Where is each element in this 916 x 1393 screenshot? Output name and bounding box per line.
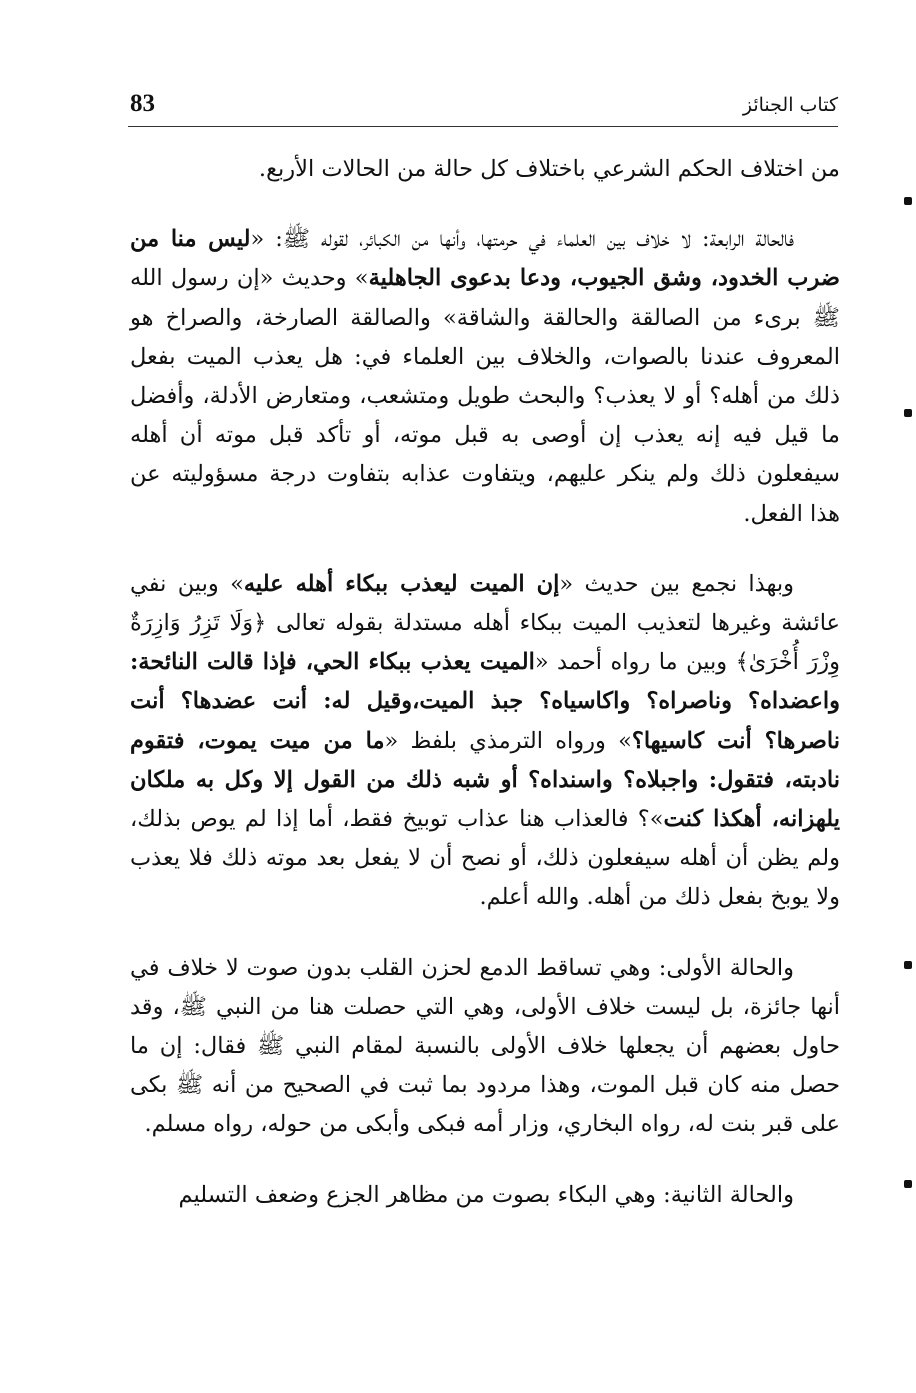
margin-mark [904, 1180, 912, 1188]
paragraph-2 [130, 220, 840, 534]
body-text [130, 150, 840, 1215]
text-segment: »؟ فالعذاب هنا عذاب توبيخ فقط، أما إذا لم يوص بذلك، ولم يظن أن أهله سيفعلون ذلك، أو نصح أن لا يفعل بعد موته ذلك فلا يعذب ولا يوبخ بفعل ذلك من أهله. والله أعلم. [130, 806, 840, 911]
paragraph-1 [130, 150, 840, 189]
text-segment: وبهذا نجمع بين حديث « [559, 570, 794, 597]
hadith-quote: ما من ميت يموت، فتقوم نادبته، فتقول: واجبلاه؟ واسنداه؟ أو شبه ذلك من القول إلا وكل به ملكان يلهزانه، أهكذا كنت [130, 727, 840, 833]
paragraph-gap [130, 918, 840, 949]
text-segment: والحالة الأولى: وهي تساقط الدمع لحزن القلب بدون صوت لا خلاف في أنها جائزة، بل ليست خلاف الأولى، وهي التي حصلت هنا من النبي ﷺ، وقد حاول بعضهم أن يجعلها خلاف الأولى بالنسبة لمقام النبي ﷺ فقال: إن ما حصل منه كان قبل الموت، وهذا مردود بما ثبت في الصحيح من أنه ﷺ بكى على قبر بنت له، رواه البخاري، وزار أمه فبكى وأبكى من حوله، رواه مسلم. [130, 954, 840, 1138]
hadith-quote: إن الميت ليعذب ببكاء أهله عليه [243, 570, 560, 597]
paragraph-5 [130, 1176, 840, 1215]
paragraph-gap [130, 1145, 840, 1176]
margin-mark [904, 409, 912, 417]
text-segment: » وحديث «إن رسول الله ﷺ برىء من الصالقة والحالقة والشاقة» والصالقة الصارخة، والصراخ هو المعروف عندنا بالصوات، والخلاف بين العلماء في: هل يعذب الميت بفعل ذلك من أهله؟ أو لا يعذب؟ والبحث طويل ومتشعب، ومتعارض الأدلة، وأفضل ما قيل فيه إنه يعذب إن أوصى به قبل موته، أو تأكد قبل موته أن أهله سيفعلون ذلك ولم ينكر عليهم، ويتفاوت عذابه بتفاوت درجة مسؤوليته عن هذا الفعل. [130, 265, 840, 527]
page-number: 83 [130, 90, 155, 117]
running-head: كتاب الجنائز [742, 94, 838, 116]
paragraph-3 [130, 565, 840, 918]
hadith-quote: ليس منا من ضرب الخدود، وشق الجيوب، ودعا بدعوى الجاهلية [130, 226, 840, 292]
text-segment: والحالة الثانية: وهي البكاء بصوت من مظاهر الجزع وضعف التسليم [178, 1181, 794, 1208]
text-segment: فالحالة الرابعة: لا خلاف بين العلماء في حرمتها، وأنها من الكبائر، لقوله ﷺ: « [250, 226, 794, 253]
text-segment: من اختلاف الحكم الشرعي باختلاف كل حالة من الحالات الأربع. [258, 156, 840, 182]
margin-mark [904, 197, 912, 205]
paragraph-4 [130, 949, 840, 1145]
hadith-quote: الميت يعذب ببكاء الحي، فإذا قالت النائحة: واعضداه؟ وناصراه؟ واكاسياه؟ جبذ الميت،وقيل له: أنت عضدها؟ أنت ناصرها؟ أنت كاسيها؟ [130, 649, 840, 754]
paragraph-gap [130, 534, 840, 565]
text-segment: » وبين نفي عائشة وغيرها لتعذيب الميت ببكاء أهله مستدلة بقوله تعالى ﴿وَلَا تَزِرُ وَازِرَةٌ وِزْرَ أُخْرَىٰ﴾ وبين ما رواه أحمد « [130, 570, 840, 676]
paragraph-gap [130, 189, 840, 220]
page-header [128, 86, 838, 127]
margin-mark [904, 961, 912, 969]
text-segment: » ورواه الترمذي بلفظ « [384, 727, 632, 754]
